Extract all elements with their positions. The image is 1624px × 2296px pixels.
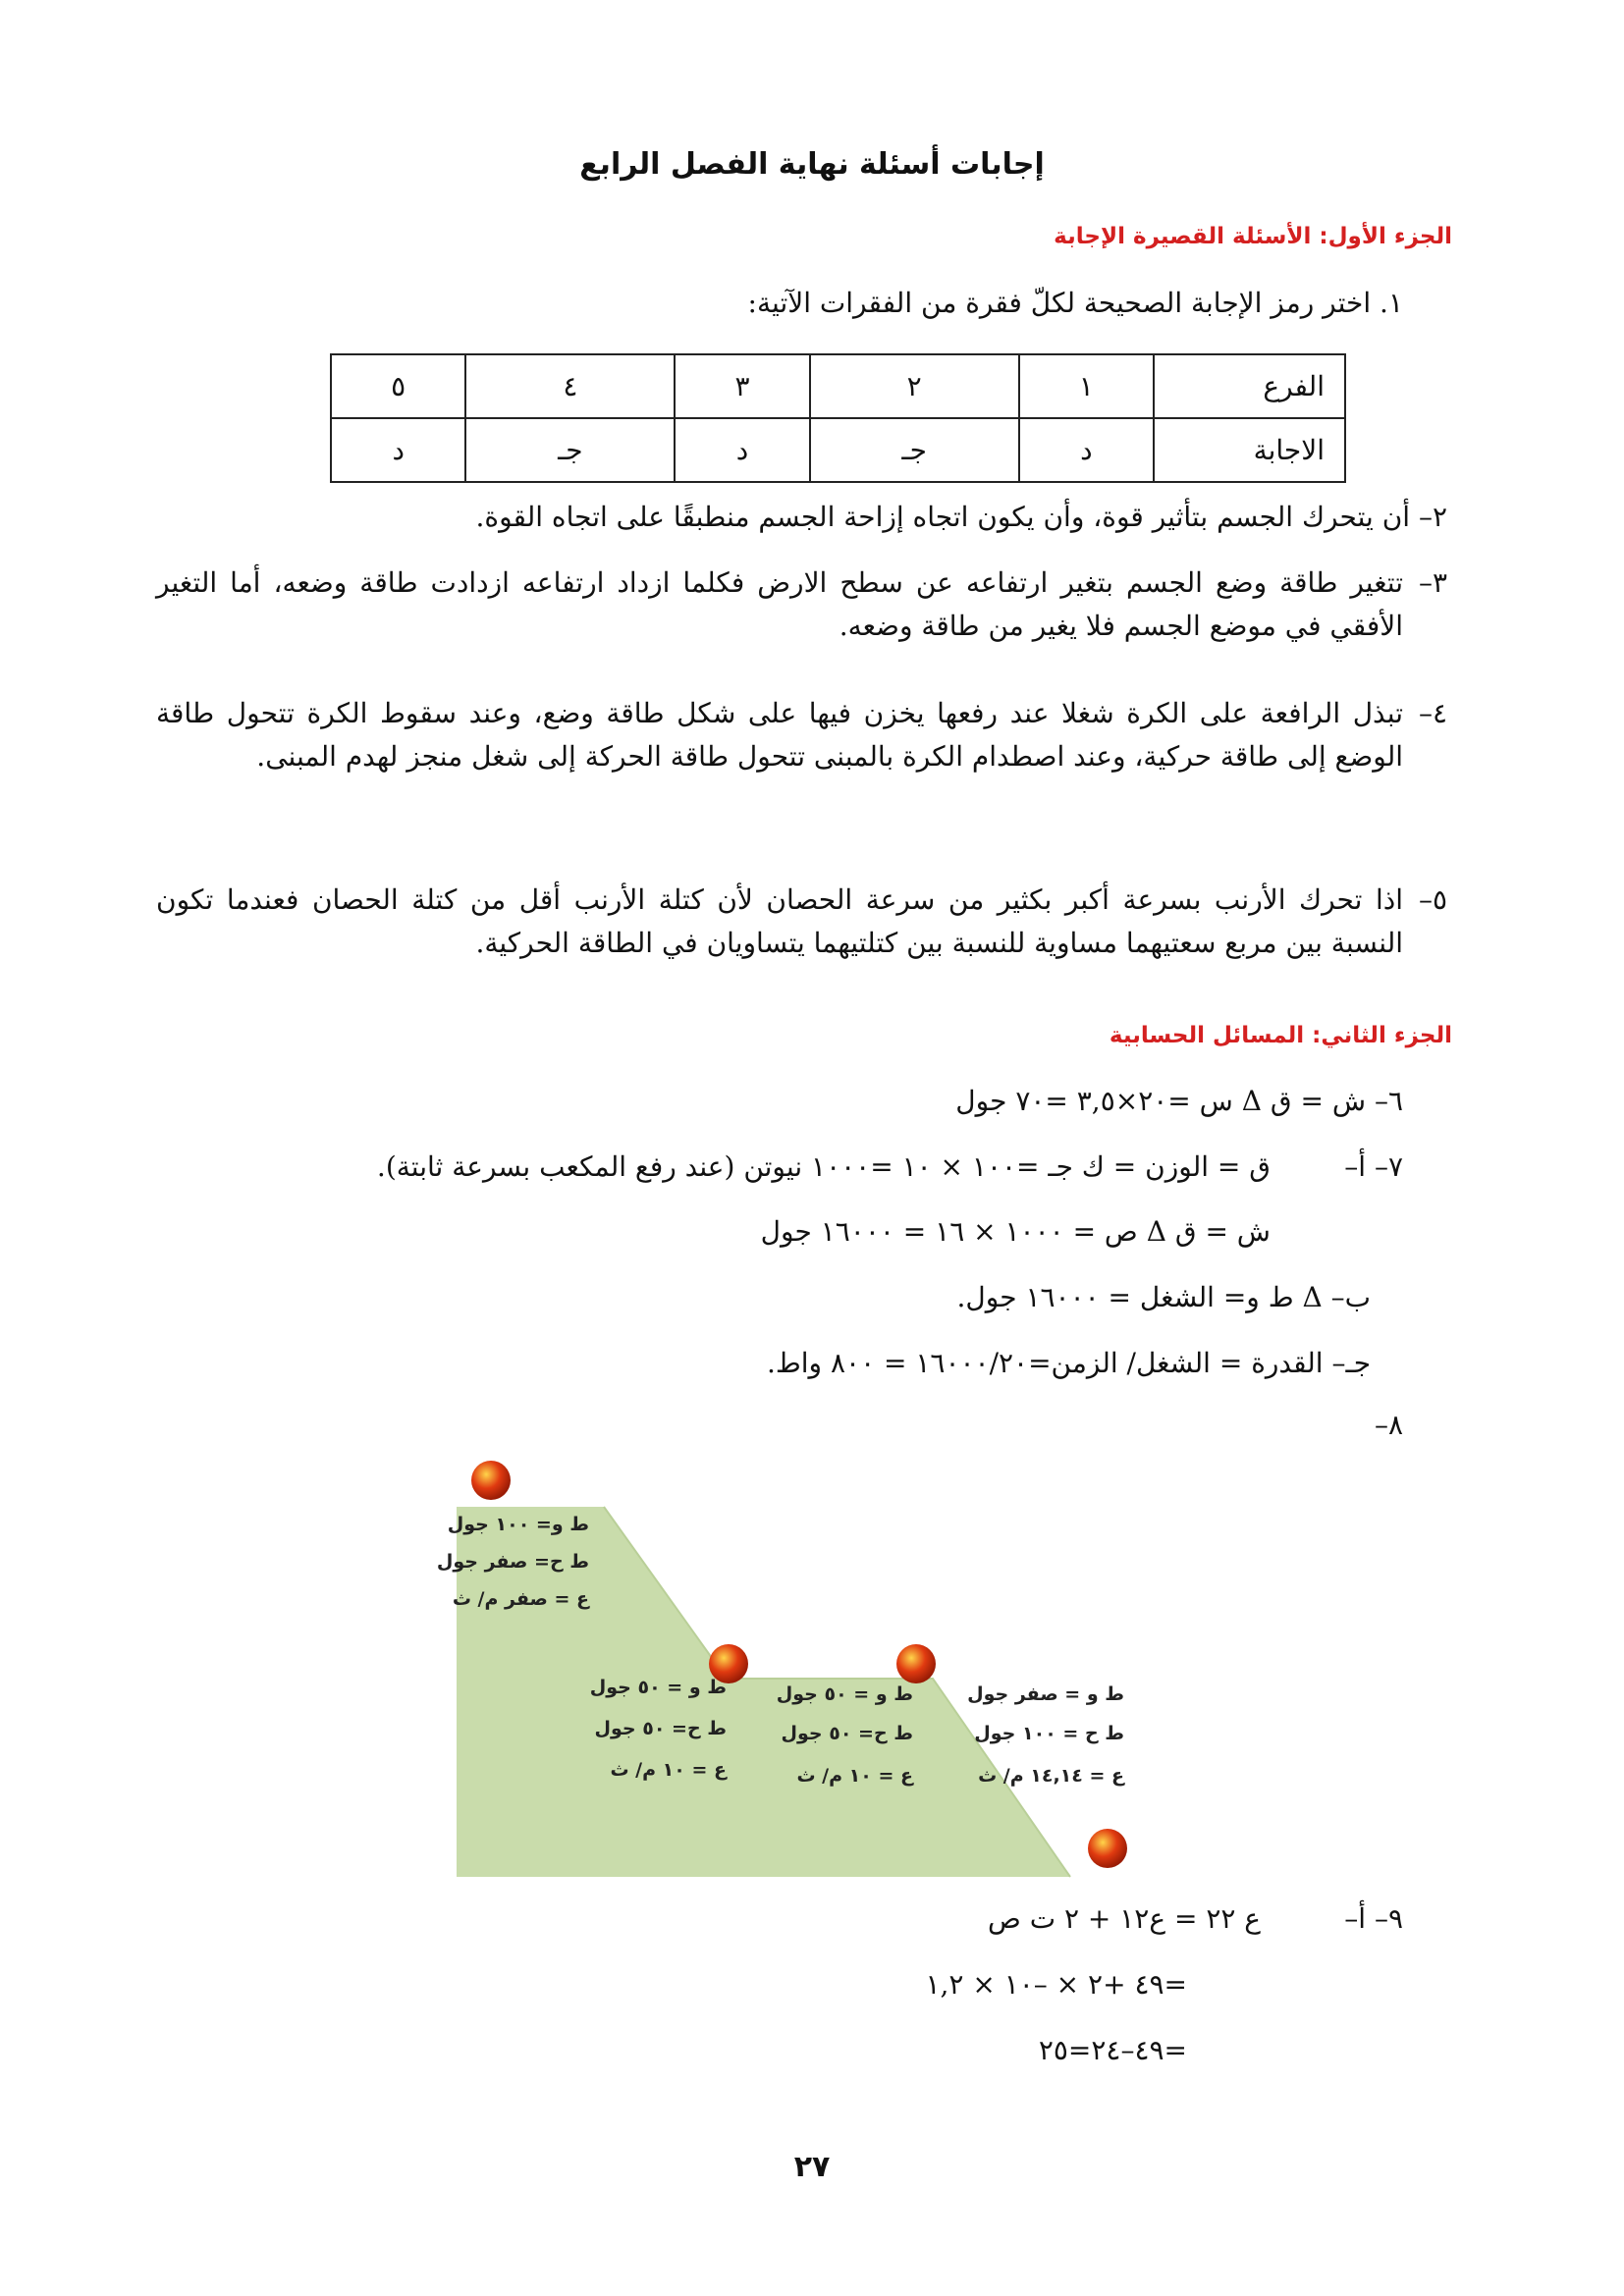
table-cell: ٥ [331,354,465,418]
label-mid2-ke: ط ح= ٥٠ جول [781,1723,913,1744]
answers-table [330,353,1346,483]
label-bottom-ke: ط ح = ١٠٠ جول [974,1723,1124,1744]
ball-top [471,1461,511,1500]
label-mid1-speed: ع = ١٠ م/ ث [610,1759,727,1781]
question-7a-work: ش = ق Δ ص = ١٠٠٠ × ١٦ = ١٦٠٠٠ جول [760,1215,1271,1248]
page-title: إجابات أسئلة نهاية الفصل الرابع [579,147,1045,182]
question-5 [156,879,1447,965]
question-number: ٣– [1418,566,1447,599]
label-top-speed: ع = صفر م/ ث [452,1588,589,1610]
question-7a-label: ٧– أ– [1344,1150,1403,1183]
table-cell: د [331,418,465,482]
table-cell: ٢ [810,354,1019,418]
label-top-ke: ط ح= صفر جول [436,1551,589,1573]
label-mid1-pe: ط و = ٥٠ جول [589,1677,727,1698]
table-row [331,354,1345,418]
label-top-pe: ط و= ١٠٠ جول [447,1514,589,1535]
label-mid1-ke: ط ح= ٥٠ جول [594,1718,727,1739]
table-cell: ٣ [675,354,809,418]
table-header-answer: الاجابة [1154,418,1345,482]
question-9a-result: =٤٩–٢٤=٢٥ [1038,2034,1187,2066]
label-bottom-pe: ط و = صفر جول [967,1683,1124,1705]
page-number: ٢٧ [793,2150,831,2184]
question-7c: جـ– القدرة = الشغل/ الزمن=١٦٠٠٠/٢٠ = ٨٠٠ واط. [766,1347,1371,1379]
question-8: ٨– [1374,1409,1403,1441]
answer-text: اذا تحرك الأرنب بسرعة أكبر بكثير من سرعة الحصان لأن كتلة الأرنب أقل من كتلة الحصان فعندما تكون النسبة بين مربع سعتيهما مساوية للنسبة بين كتلتيهما يتساويان في الطاقة الحركية. [156,883,1403,959]
question-number: ٤– [1418,697,1447,729]
label-mid2-pe: ط و = ٥٠ جول [776,1683,913,1705]
table-cell: د [675,418,809,482]
question-1: ١. اختر رمز الإجابة الصحيحة لكلّ فقرة من الفقرات الآتية: [747,287,1403,319]
table-cell: جـ [465,418,675,482]
question-6: ٦– ش = ق Δ س =٢٠×٣,٥ =٧٠ جول [955,1085,1403,1117]
part1-heading: الجزء الأول: الأسئلة القصيرة الإجابة [1054,224,1452,249]
table-cell: ١ [1019,354,1154,418]
question-7a: ق = الوزن = ك جـ =١٠٠ × ١٠ =١٠٠٠ نيوتن (عند رفع المكعب بسرعة ثابتة). [376,1150,1271,1183]
question-2: ٢– أن يتحرك الجسم بتأثير قوة، وأن يكون اتجاه إزاحة الجسم منطبقًا على اتجاه القوة. [475,501,1447,533]
table-row [331,418,1345,482]
table-cell: د [1019,418,1154,482]
part2-heading: الجزء الثاني: المسائل الحسابية [1109,1023,1452,1048]
ball-mid-2 [896,1644,936,1683]
table-header-branch: الفرع [1154,354,1345,418]
question-7b: ب– Δ ط و= الشغل = ١٦٠٠٠ جول. [956,1281,1371,1313]
label-mid2-speed: ع = ١٠ م/ ث [796,1765,913,1787]
question-4 [156,692,1447,778]
answer-text: تتغير طاقة وضع الجسم بتغير ارتفاعه عن سطح الارض فكلما ازداد ارتفاعه ازدادت طاقة وضعه، أما التغير الأفقي في موضع الجسم فلا يغير من طاقة وضعه. [156,566,1403,642]
ball-bottom [1088,1829,1127,1868]
question-number: ٥– [1418,883,1447,916]
question-9a-work: =٤٩ +٢ × –١٠ × ١,٢ [925,1968,1187,2001]
question-9a: ع ٢٢ = ع١٢ + ٢ ت ص [987,1902,1261,1935]
question-3 [156,561,1447,648]
energy-slope-diagram [436,1453,1164,1885]
label-bottom-speed: ع = ١٤,١٤ م/ ث [978,1765,1124,1787]
table-cell: ٤ [465,354,675,418]
table-cell: جـ [810,418,1019,482]
answer-text: تبذل الرافعة على الكرة شغلا عند رفعها يخزن فيها على شكل طاقة وضع، وعند سقوط الكرة تتحول طاقة الوضع إلى طاقة حركية، وعند اصطدام الكرة بالمبنى تتحول طاقة الحركة إلى شغل منجز لهدم المبنى. [156,697,1403,773]
question-9a-label: ٩– أ– [1344,1902,1403,1935]
